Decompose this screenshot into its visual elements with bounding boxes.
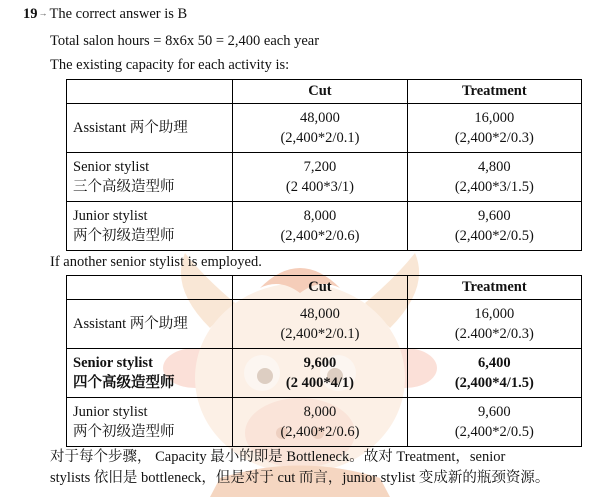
tab-arrow-icon: →: [38, 8, 48, 18]
row-label-text: Assistant 两个助理: [73, 120, 188, 136]
cut-value: 8,000: [303, 208, 337, 224]
table-row: [67, 153, 582, 202]
treatment-cell: [407, 153, 581, 202]
question-number: [23, 6, 187, 23]
row-label-text: Assistant 两个助理: [73, 316, 188, 332]
cut-value: 8,000: [303, 404, 337, 420]
cut-cell: [233, 349, 407, 398]
cut-cell: [233, 104, 407, 153]
table-row: [67, 104, 582, 153]
row-label-text: Senior stylist: [73, 355, 153, 371]
cut-value: 7,200: [303, 159, 337, 175]
row-label: [67, 153, 233, 202]
row-label-text-cn: 两个初级造型师: [73, 228, 175, 244]
cut-cell: [233, 202, 407, 251]
new-capacity-table: [66, 275, 582, 447]
treatment-value: 16,000: [474, 110, 515, 126]
cut-formula: (2,400*2/0.6): [280, 228, 360, 244]
cut-formula: (2,400*2/0.6): [280, 424, 360, 440]
conclusion-line-1: 对于每个步骤， Capacity 最小的即是 Bottleneck。故对 Treatment，senior: [50, 449, 506, 465]
cut-formula: (2 400*3/1): [285, 179, 354, 195]
treatment-cell: [407, 398, 581, 447]
table-header-cut: Cut: [233, 80, 407, 104]
treatment-value: 9,600: [478, 208, 511, 224]
table-header-blank: [67, 80, 233, 104]
cut-cell: [233, 300, 407, 349]
row-label: [67, 300, 233, 349]
row-label: [67, 104, 233, 153]
cut-formula: (2,400*2/0.1): [280, 130, 360, 146]
table-row: [67, 202, 582, 251]
table-header-treatment: Treatment: [407, 276, 581, 300]
question-number-text: 19: [23, 6, 38, 22]
row-label-text: Junior stylist: [73, 404, 148, 420]
cut-value: 48,000: [300, 306, 340, 322]
existing-capacity-table: [66, 79, 582, 251]
table-header-cut: Cut: [233, 276, 407, 300]
treatment-formula: (2,400*4/1.5): [454, 375, 534, 391]
answer-line: The correct answer is B: [49, 6, 188, 22]
treatment-formula: (2,400*2/0.3): [454, 130, 534, 146]
table-row: [67, 398, 582, 447]
cut-formula: (2 400*4/1): [285, 375, 354, 391]
row-label-text: Senior stylist: [73, 159, 150, 175]
treatment-cell: [407, 300, 581, 349]
row-label-text-cn: 四个高级造型师: [73, 375, 175, 391]
row-label: [67, 349, 233, 398]
total-hours-line: Total salon hours = 8x6x 50 = 2,400 each year: [50, 33, 320, 49]
cut-value: 9,600: [303, 355, 337, 371]
treatment-value: 16,000: [474, 306, 515, 322]
row-label-text-cn: 两个初级造型师: [73, 424, 175, 440]
row-label: [67, 202, 233, 251]
treatment-formula: (2.400*2/0.3): [454, 326, 534, 342]
treatment-formula: (2,400*2/0.5): [454, 424, 534, 440]
table-header-treatment: Treatment: [407, 80, 581, 104]
table-header-row: [67, 276, 582, 300]
treatment-value: 6,400: [478, 355, 511, 371]
treatment-formula: (2,400*2/0.5): [454, 228, 534, 244]
cut-formula: (2,400*2/0.1): [280, 326, 360, 342]
cut-cell: [233, 153, 407, 202]
table-header-blank: [67, 276, 233, 300]
cut-value: 48,000: [300, 110, 340, 126]
treatment-value: 9,600: [478, 404, 511, 420]
treatment-value: 4,800: [478, 159, 511, 175]
table-header-row: [67, 80, 582, 104]
row-label: [67, 398, 233, 447]
cut-cell: [233, 398, 407, 447]
row-label-text-cn: 三个高级造型师: [73, 179, 175, 195]
capacity-intro-line: The existing capacity for each activity is:: [50, 57, 290, 73]
conclusion-line-2: stylists 依旧是 bottleneck，但是对于 cut 而言，junior stylist 变成新的瓶颈资源。: [50, 470, 550, 486]
table-row-highlighted: [67, 349, 582, 398]
table-row: [67, 300, 582, 349]
treatment-formula: (2,400*3/1.5): [454, 179, 534, 195]
treatment-cell: [407, 104, 581, 153]
row-label-text: Junior stylist: [73, 208, 148, 224]
treatment-cell: [407, 202, 581, 251]
scenario-line: If another senior stylist is employed.: [50, 254, 262, 270]
treatment-cell: [407, 349, 581, 398]
